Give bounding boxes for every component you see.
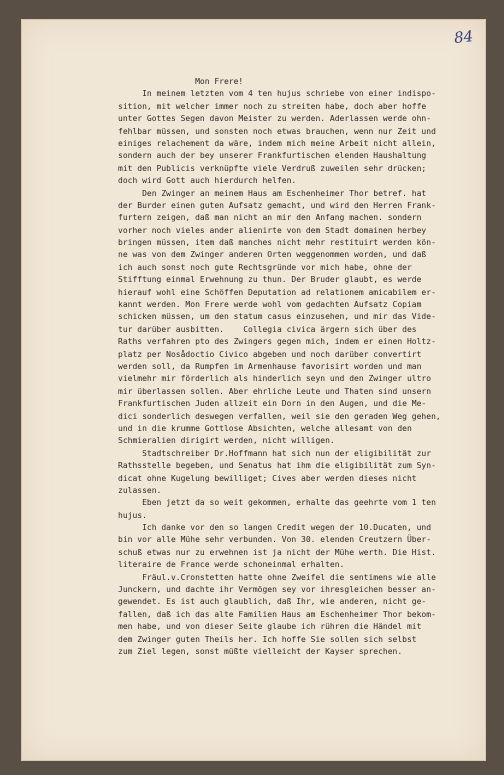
text-line: schuß etwas nur zu erwehnen ist ja nicht der Mühe werth. Die Hist. xyxy=(118,547,436,557)
text-line: vorher noch vieles ander alienirte von dem Stadt domainen herbey xyxy=(118,225,427,235)
text-line: hujus. xyxy=(118,510,147,520)
text-line: furtern zeigen, daß man nicht an mir den Anfang machen. sondern xyxy=(118,213,422,223)
text-line: Ich danke vor den so langen Credit wegen der 10.Ducaten, und xyxy=(118,523,432,533)
text-line: Rathsstelle begeben, und Senatus hat ihm die eligibilität zum Syn- xyxy=(118,461,436,471)
page-number: 84 xyxy=(453,27,474,47)
text-line: dici sonderlich deswegen verfallen, weil sie den geraden Weg gehen, xyxy=(118,411,441,421)
text-line: tur darüber ausbitten. Collegia civica ärgern sich über des xyxy=(118,324,417,334)
text-line: sondern auch der bey unserer Frankfurtischen elenden Haushaltung xyxy=(118,151,427,161)
text-line: Schmieralien dirigirt werden, nicht willigen. xyxy=(118,436,335,446)
text-line: Frankfurtischen Juden allzeit ein Dorn in den Augen, und die Me- xyxy=(118,399,427,409)
text-line: fallen, daß ich das alte Familien Haus am Eschenheimer Thor bekom- xyxy=(118,609,436,619)
text-line: gewendet. Es ist auch glaublich, daß Ihr, wie anderen, nicht ge- xyxy=(118,597,427,607)
text-line: unter Gottes Segen davon Meister zu werden. Aderlassen werde ohn- xyxy=(118,114,432,124)
text-line: Den Zwinger an meinem Haus am Eschenheimer Thor betref. hat xyxy=(118,188,427,198)
text-line: ne was von dem Zwinger anderen Orten weggenommen worden, und daß xyxy=(118,250,427,260)
text-line: Junckern, und dachte ihr Vermögen sey vor ihresgleichen besser an- xyxy=(118,585,436,595)
text-line: bringen müssen, item daß manches nicht mehr restituirt werden kön- xyxy=(118,238,436,248)
text-line: In meinem letzten vom 4 ten hujus schriebe von einer indispo- xyxy=(118,89,436,99)
text-line: der Burder einen guten Aufsatz gemacht, und wird den Herren Frank- xyxy=(118,200,436,210)
text-line: mit den Publicis verknüpfte viele Verdruß zuweilen sehr drücken; xyxy=(118,163,427,173)
letter-body xyxy=(118,76,441,658)
text-line: doch wird Gott auch hierdurch helfen. xyxy=(118,176,297,186)
text-line: und in die krumme Gottlose Absichten, welche allesamt von den xyxy=(118,423,412,433)
text-line: dem Zwinger guten Theils her. Ich hoffe Sie sollen sich selbst xyxy=(118,634,417,644)
text-line: platz per Nosådoctio Civico abgeben und noch darüber convertirt xyxy=(118,349,422,359)
letter-sheet xyxy=(22,20,485,760)
text-line: Raths verfahren pto des Zwingers gegen mich, indem er einen Holtz- xyxy=(118,337,436,347)
text-line: zum Ziel legen, sonst müßte vielleicht der Kayser sprechen. xyxy=(118,646,403,656)
text-line: vielmehr mir förderlich als hinderlich seyn und den Zwinger ultro xyxy=(118,374,432,384)
text-line: sition, mit welcher immer noch zu streiten habe, doch aber hoffe xyxy=(118,101,427,111)
text-line: ich auch sonst noch gute Rechtsgründe vor mich habe, ohne der xyxy=(118,262,412,272)
text-line: fehlbar müssen, und sonsten noch etwas brauchen, wenn nur Zeit und xyxy=(118,126,436,136)
text-line: Eben jetzt da so weit gekommen, erhalte das geehrte vom 1 ten xyxy=(118,498,436,508)
text-line: dicat ohne Kugelung bewilliget; Cives aber werden dieses nicht xyxy=(118,473,417,483)
text-line: kannt werden. Mon Frere werde wohl vom gedachten Aufsatz Copiam xyxy=(118,300,422,310)
text-line: bin vor alle Mühe sehr verbunden. Von 30. elenden Creutzern Über- xyxy=(118,535,432,545)
text-line: schicken müssen, um den statum casus einzusehen, und mir das Vide- xyxy=(118,312,436,322)
text-line: werden soll, da Rumpfen im Armenhause favorisirt worden und man xyxy=(118,361,422,371)
text-line: literaire de France werde schoneinmal erhalten. xyxy=(118,560,345,570)
text-line: zulassen. xyxy=(118,485,162,495)
text-line: men habe, und von dieser Seite glaube ich rühren die Händel mit xyxy=(118,622,422,632)
text-line: einiges relachement da wäre, indem mich meine Arbeit nicht allein, xyxy=(118,138,436,148)
text-line: Mon Frere! xyxy=(118,77,244,86)
text-line: mir überlassen sollen. Aber ehrliche Leute und Thaten sind unsern xyxy=(118,386,432,396)
text-line: Stadtschreiber Dr.Hoffmann hat sich nun der eligibilität zur xyxy=(118,448,432,458)
text-line: Fräul.v.Cronstetten hatte ohne Zweifel die sentimens wie alle xyxy=(118,572,436,582)
text-line: hierauf wohl eine Schöffen Deputation ad relationem amicabilem er- xyxy=(118,287,436,297)
text-line: Stifftung einmal Erwehnung zu thun. Der Bruder glaubt, es werde xyxy=(118,275,422,285)
